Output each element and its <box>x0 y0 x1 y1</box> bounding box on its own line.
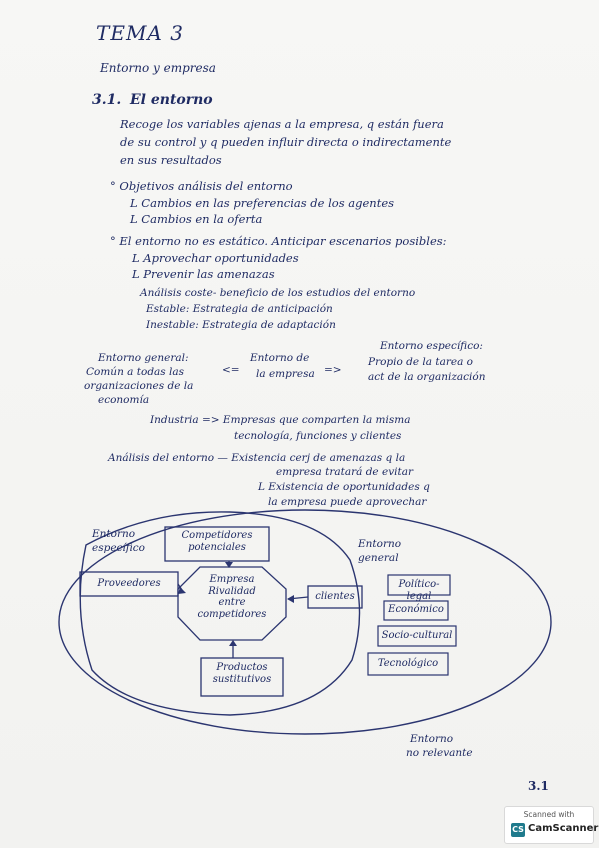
entorno-especifico-line: Entorno específico: <box>380 340 483 352</box>
section-number: 3.1. <box>92 92 122 108</box>
no-estatico-item: L Aprovechar oportunidades <box>132 251 299 265</box>
sustitutos-line: sustitutivos <box>212 673 272 685</box>
industria-line: Industria => Empresas que comparten la misma <box>150 414 411 426</box>
empresa-line: Rivalidad <box>208 585 256 597</box>
objetivos-heading: ° Objetivos análisis del entorno <box>110 179 293 193</box>
no-estatico-item: L Prevenir las amenazas <box>132 267 275 281</box>
entorno-empresa-line: Entorno de <box>250 352 310 364</box>
diagram-especifico-label: específico <box>92 542 145 554</box>
coste-beneficio-text: Análisis coste- beneficio de los estudios del entorno <box>140 287 416 299</box>
entorno-especifico-line: Propio de la tarea o <box>368 356 474 368</box>
entorno-especifico-line: act de la organización <box>368 371 486 383</box>
camscanner-logo-icon: CS <box>511 823 525 837</box>
entorno-general-line: organizaciones de la <box>84 380 194 392</box>
arrow-right-glyph: => <box>324 364 342 376</box>
empresa-label <box>180 574 284 620</box>
objetivos-item: L Cambios en la oferta <box>130 212 263 226</box>
clientes-label: clientes <box>315 591 355 602</box>
sustitutos-line: Productos <box>216 662 268 673</box>
analisis-line: la empresa puede aprovechar <box>268 496 427 508</box>
objetivos-item: L Cambios en las preferencias de los agentes <box>130 196 395 210</box>
no-relevante-label: Entorno <box>410 733 454 745</box>
sustitutos-label <box>201 662 283 685</box>
competidores-label <box>165 530 269 553</box>
economico-label: Económico <box>388 604 444 615</box>
arrow-left-glyph: <= <box>222 364 240 376</box>
empresa-line: Empresa <box>209 574 255 585</box>
analisis-line: empresa tratará de evitar <box>276 466 413 478</box>
entorno-general-line: Común a todas las <box>86 366 185 378</box>
diagram-general-label: general <box>358 552 399 564</box>
camscanner-name: CamScanner <box>528 823 599 834</box>
entorno-general-line: Entorno general: <box>98 352 189 364</box>
inestable-text: Inestable: Estrategia de adaptación <box>146 319 336 331</box>
tecnologico-label: Tecnológico <box>377 658 439 669</box>
intro-line-3: en sus resultados <box>120 153 222 167</box>
entorno-empresa-line: la empresa <box>256 368 315 380</box>
analisis-line: L Existencia de oportunidades q <box>258 481 430 493</box>
estable-text: Estable: Estrategia de anticipación <box>146 303 333 315</box>
intro-line-2: de su control y q pueden influir directa o indirectamente <box>120 135 452 149</box>
page-number: 3.1 <box>528 779 549 793</box>
section-heading: El entorno <box>130 92 213 108</box>
empresa-line: competidores <box>197 608 267 620</box>
analisis-line: Análisis del entorno — Existencia cerj de amenazas q la <box>108 452 406 464</box>
camscanner-watermark <box>504 806 599 844</box>
empresa-line: entre <box>218 597 246 608</box>
no-relevante-label: no relevante <box>406 747 473 759</box>
diagram-especifico-label: Entorno <box>92 528 136 540</box>
page-title: TEMA 3 <box>96 21 184 45</box>
no-estatico-heading: ° El entorno no es estático. Anticipar escenarios posibles: <box>110 234 447 248</box>
competidores-line: Competidores <box>181 530 253 541</box>
socio-label: Socio-cultural <box>381 630 453 641</box>
proveedores-label: Proveedores <box>97 578 161 589</box>
diagram-general-label: Entorno <box>358 538 402 550</box>
industria-line: tecnología, funciones y clientes <box>234 430 402 442</box>
entorno-general-line: economía <box>98 394 150 406</box>
politico-label: Político-legal <box>398 579 440 602</box>
scanned-with-text: Scanned with <box>523 810 575 819</box>
intro-line-1: Recoge los variables ajenas a la empresa, q están fuera <box>120 117 444 131</box>
competidores-line: potenciales <box>188 541 246 553</box>
page-subtitle: Entorno y empresa <box>100 61 216 75</box>
